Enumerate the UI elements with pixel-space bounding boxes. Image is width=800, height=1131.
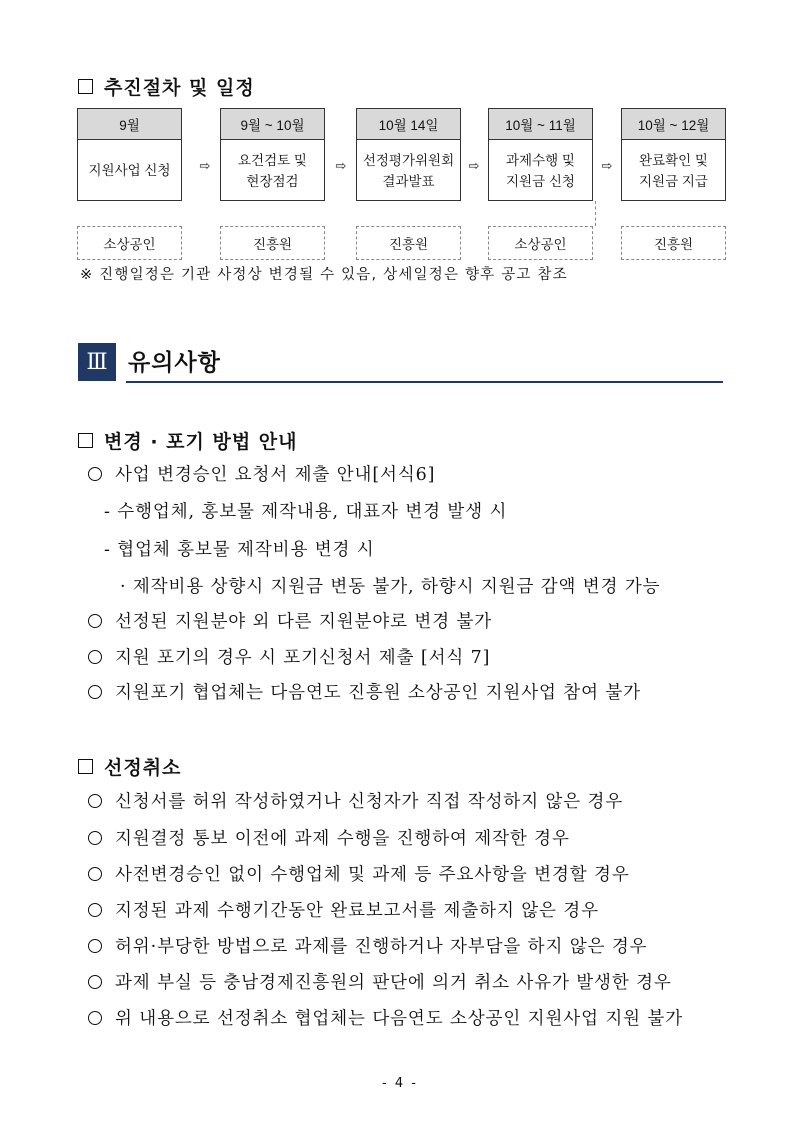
actor-5: 진흥원 xyxy=(621,226,726,260)
change-heading-text: 변경 · 포기 방법 안내 xyxy=(104,431,298,453)
step-2-task: 요건검토 및 현장점검 xyxy=(238,152,307,189)
schedule-heading-text: 추진절차 및 일정 xyxy=(104,77,255,99)
cancel-heading-text: 선정취소 xyxy=(104,757,182,779)
list-item xyxy=(88,1005,683,1030)
circle-bullet-icon xyxy=(88,650,102,664)
step-4 xyxy=(488,108,593,201)
circle-bullet-icon xyxy=(88,614,102,628)
list-item-text: 지정된 과제 수행기간동안 완료보고서를 제출하지 않은 경우 xyxy=(115,901,599,921)
step-3-task: 선정평가위원회 결과발표 xyxy=(362,152,455,189)
step-1-period: 9월 xyxy=(78,109,181,140)
list-item-text: 위 내용으로 선정취소 협업체는 다음연도 소상공인 지원사업 지원 불가 xyxy=(115,1009,684,1029)
schedule-heading xyxy=(78,73,255,100)
section-number: Ⅲ xyxy=(78,343,116,381)
list-item: · 제작비용 상향시 지원금 변동 불가, 하향시 지원금 감액 변경 가능 xyxy=(120,577,661,597)
actor-2: 진흥원 xyxy=(220,226,325,260)
list-item xyxy=(88,788,623,813)
step-5-period: 10월 ~ 12월 xyxy=(622,109,725,140)
step-1-task: 지원사업 신청 xyxy=(88,163,171,178)
list-item xyxy=(88,644,490,669)
circle-bullet-icon xyxy=(88,685,102,699)
list-item-text: 신청서를 허위 작성하였거나 신청자가 직접 작성하지 않은 경우 xyxy=(115,792,624,812)
list-item-text: 과제 부실 등 충남경제진흥원의 판단에 의거 취소 사유가 발생한 경우 xyxy=(115,973,672,993)
actor-1: 소상공인 xyxy=(77,226,182,260)
list-item xyxy=(88,969,672,994)
square-bullet-icon xyxy=(78,433,93,448)
list-item xyxy=(88,608,492,633)
list-item xyxy=(88,933,647,958)
square-bullet-icon xyxy=(78,759,93,774)
step-5-task: 완료확인 및 지원금 지급 xyxy=(639,152,708,189)
section-underline xyxy=(126,381,723,383)
right-arrow-icon: ⇨ xyxy=(199,159,211,174)
step-1 xyxy=(77,108,182,201)
circle-bullet-icon xyxy=(88,831,102,845)
list-item-text: 허위·부당한 방법으로 과제를 진행하거나 자부담을 하지 않은 경우 xyxy=(115,937,648,957)
list-item xyxy=(88,679,641,704)
step-2-period: 9월 ~ 10월 xyxy=(221,109,324,140)
list-item-text: 지원결정 통보 이전에 과제 수행을 진행하여 제작한 경우 xyxy=(115,829,570,849)
cancel-heading xyxy=(78,753,181,780)
list-item-text: 지원 포기의 경우 시 포기신청서 제출 [서식 7] xyxy=(115,648,491,668)
step-4-task: 과제수행 및 지원금 신청 xyxy=(506,152,575,189)
schedule-note: ※ 진행일정은 기관 사정상 변경될 수 있음, 상세일정은 향후 공고 참조 xyxy=(80,267,568,283)
right-arrow-icon: ⇨ xyxy=(601,159,613,174)
list-item xyxy=(88,461,435,486)
step-3 xyxy=(356,108,461,201)
step-2 xyxy=(220,108,325,201)
right-arrow-icon: ⇨ xyxy=(335,159,347,174)
list-item: - 수행업체, 홍보물 제작내용, 대표자 변경 발생 시 xyxy=(104,502,508,522)
section-title: 유의사항 xyxy=(128,350,221,376)
circle-bullet-icon xyxy=(88,467,102,481)
list-item xyxy=(88,825,570,850)
dashed-connector xyxy=(595,201,596,226)
circle-bullet-icon xyxy=(88,1011,102,1025)
circle-bullet-icon xyxy=(88,903,102,917)
actor-4: 소상공인 xyxy=(488,226,593,260)
circle-bullet-icon xyxy=(88,794,102,808)
list-item xyxy=(88,861,630,886)
right-arrow-icon: ⇨ xyxy=(468,159,480,174)
step-4-period: 10월 ~ 11월 xyxy=(489,109,592,140)
list-item-text: 사전변경승인 없이 수행업체 및 과제 등 주요사항을 변경할 경우 xyxy=(115,865,630,885)
step-5 xyxy=(621,108,726,201)
circle-bullet-icon xyxy=(88,975,102,989)
list-item-text: 선정된 지원분야 외 다른 지원분야로 변경 불가 xyxy=(115,612,493,632)
step-3-period: 10월 14일 xyxy=(357,109,460,140)
list-item-text: 지원포기 협업체는 다음연도 진흥원 소상공인 지원사업 참여 불가 xyxy=(115,683,641,703)
square-bullet-icon xyxy=(78,79,93,94)
list-item: - 협업체 홍보물 제작비용 변경 시 xyxy=(104,540,375,560)
list-item-text: 사업 변경승인 요청서 제출 안내[서식6] xyxy=(115,465,436,485)
actor-3: 진흥원 xyxy=(356,226,461,260)
list-item xyxy=(88,897,599,922)
page-number: - 4 - xyxy=(382,1076,418,1091)
change-heading xyxy=(78,427,298,454)
circle-bullet-icon xyxy=(88,939,102,953)
circle-bullet-icon xyxy=(88,867,102,881)
